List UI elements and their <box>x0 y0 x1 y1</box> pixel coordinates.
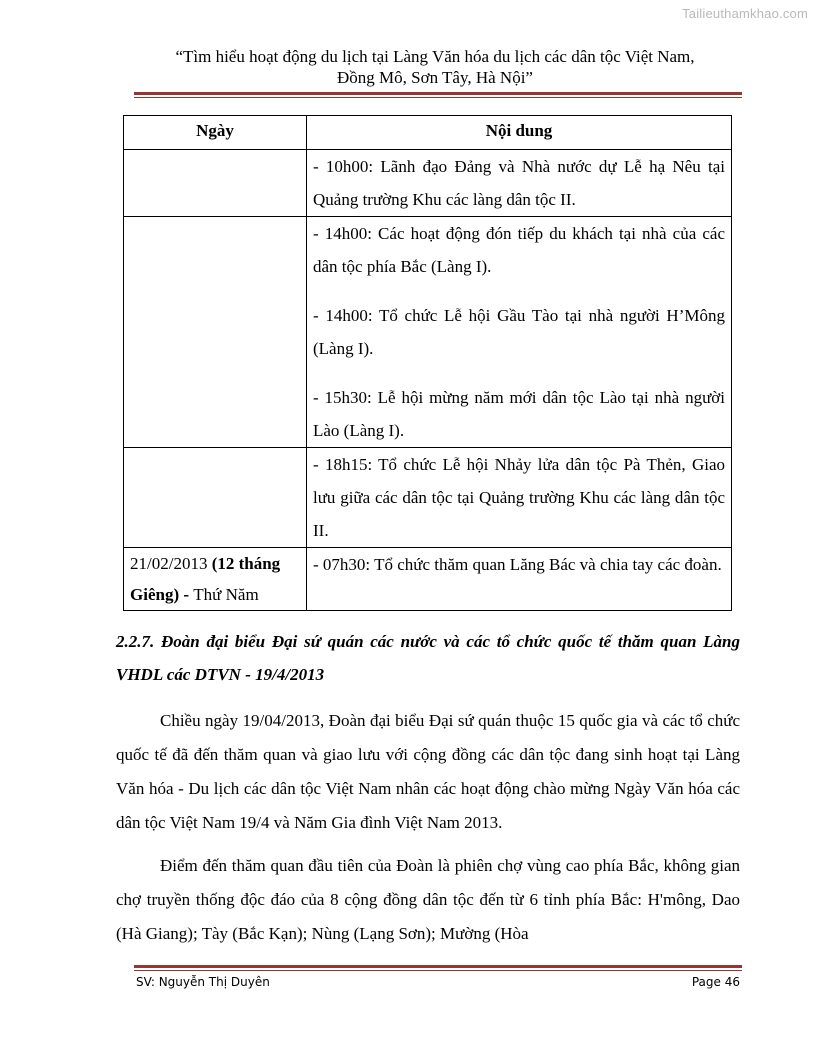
footer-author: SV: Nguyễn Thị Duyên <box>136 975 270 989</box>
schedule-item: - 07h30: Tổ chức thăm quan Lăng Bác và chia tay các đoàn. <box>313 555 722 574</box>
table-cell-content <box>307 548 732 611</box>
header-title-line-2: Đồng Mô, Sơn Tây, Hà Nội” <box>337 68 533 87</box>
schedule-item: - 18h15: Tổ chức Lễ hội Nhảy lửa dân tộc Pà Thẻn, Giao lưu giữa các dân tộc tại Quảng trường Khu các làng dân tộc II. <box>313 455 725 540</box>
table-cell-content <box>307 217 732 448</box>
column-header-date: Ngày <box>124 116 307 150</box>
table-row <box>124 448 732 548</box>
table-cell-date <box>124 217 307 448</box>
table-cell-date <box>124 548 307 611</box>
schedule-item: - 15h30: Lễ hội mừng năm mới dân tộc Lào tại nhà người Lào (Làng I). <box>313 388 725 440</box>
body-paragraph: Điểm đến thăm quan đầu tiên của Đoàn là phiên chợ vùng cao phía Bắc, không gian chợ truyền thống độc đáo của 8 cộng đồng dân tộc đến từ 6 tỉnh phía Bắc: H'mông, Dao (Hà Giang); Tày (Bắc Kạn); Nùng (Lạng Sơn); Mường (Hòa <box>116 856 740 943</box>
table-header-row <box>124 116 732 150</box>
page-number: Page 46 <box>691 975 740 989</box>
table-cell-content <box>307 150 732 217</box>
date-value: 21/02/2013 <box>130 554 212 573</box>
footer-divider <box>134 965 742 971</box>
body-paragraph: Chiều ngày 19/04/2013, Đoàn đại biểu Đại sứ quán thuộc 15 quốc gia và các tổ chức quốc tế đã đến thăm quan và giao lưu với cộng đồng các dân tộc đang sinh hoạt tại Làng Văn hóa - Du lịch các dân tộc Việt Nam nhân các hoạt động chào mừng Ngày Văn hóa các dân tộc Việt Nam 19/4 và Năm Gia đình Việt Nam 2013. <box>116 711 740 832</box>
page-footer <box>136 975 740 989</box>
column-header-content: Nội dung <box>307 116 732 150</box>
schedule-item: - 14h00: Các hoạt động đón tiếp du khách tại nhà của các dân tộc phía Bắc (Làng I). <box>313 224 725 276</box>
header-divider <box>134 92 742 98</box>
date-weekday: Thứ Năm <box>193 585 259 604</box>
watermark: Tailieuthamkhao.com <box>682 6 808 21</box>
document-header-title <box>130 46 740 88</box>
header-title-line-1: “Tìm hiểu hoạt động du lịch tại Làng Văn hóa du lịch các dân tộc Việt Nam, <box>175 47 695 66</box>
schedule-table <box>123 115 732 611</box>
section-heading: 2.2.7. Đoàn đại biểu Đại sứ quán các nước và các tổ chức quốc tế thăm quan Làng VHDL các DTVN - 19/4/2013 <box>116 632 740 684</box>
table-row <box>124 150 732 217</box>
schedule-item: - 14h00: Tổ chức Lễ hội Gầu Tào tại nhà người H’Mông (Làng I). <box>313 306 725 358</box>
date-lunar: (12 tháng Giêng) - <box>130 554 281 604</box>
table-cell-content <box>307 448 732 548</box>
table-row <box>124 548 732 611</box>
table-cell-date <box>124 448 307 548</box>
table-row <box>124 217 732 448</box>
schedule-item: - 10h00: Lãnh đạo Đảng và Nhà nước dự Lễ hạ Nêu tại Quảng trường Khu các làng dân tộc II. <box>313 157 725 209</box>
table-cell-date <box>124 150 307 217</box>
